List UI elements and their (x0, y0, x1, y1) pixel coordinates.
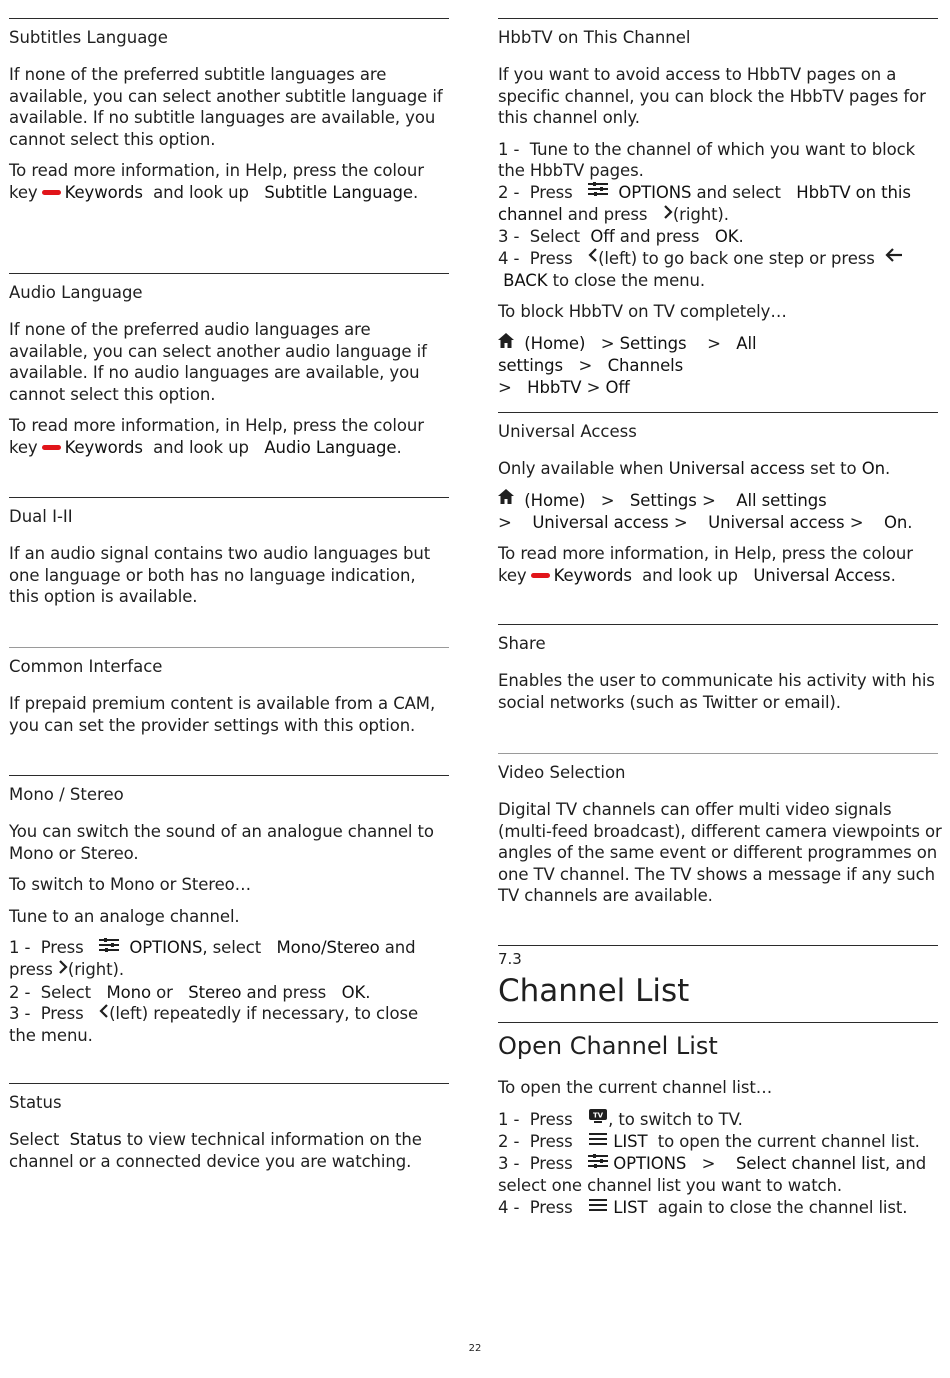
menu-path: (Home) > Settings > All settings > Universal access > Universal access > On. (498, 490, 938, 534)
options-icon (99, 936, 119, 958)
section-share (498, 624, 938, 713)
paragraph: If prepaid premium content is available from a CAM, you can set the provider settings with this option. (9, 694, 436, 735)
section-universal-access (498, 412, 938, 586)
section-title: Audio Language (9, 283, 143, 302)
list-icon (588, 1130, 608, 1152)
options-icon (588, 180, 608, 202)
section-divider (498, 945, 938, 946)
paragraph: If none of the preferred subtitle languages are available, you can select another subtitle language if available. If no subtitle languages are available, you cannot select this option. (9, 65, 443, 149)
step: 1 - Press TV , to switch to TV. 2 - Press LIST to open the current channel list. 3 - Press OPTIONS > Select channel list, and select one channel list you want to watch. 4 - Press LIST again to close the channel list. (498, 1109, 938, 1220)
section-title: Common Interface (9, 657, 163, 676)
paragraph: Tune to an analoge channel. (9, 906, 240, 926)
step: 1 - Press OPTIONS, select Mono/Stereo and press (right). 2 - Select Mono or Stereo and press OK. 3 - Press (left) repeatedly if necessary, to close the menu. (9, 937, 449, 1047)
section-subtitles-language (9, 18, 449, 203)
paragraph: If an audio signal contains two audio languages but one language or both has no language indication, this option is available. (9, 544, 431, 606)
home-icon (498, 488, 514, 510)
section-title: Share (498, 634, 546, 653)
chapter-title: Channel List (498, 973, 690, 1009)
paragraph: Only available when Universal access set to On. (498, 459, 891, 478)
red-key-icon (42, 445, 61, 450)
section-hbbtv (498, 18, 938, 398)
menu-path: (Home) > Settings > All settings > Channels > HbbTV > Off (498, 333, 938, 398)
section-title: HbbTV on This Channel (498, 28, 691, 47)
subsection-title: Open Channel List (498, 1032, 718, 1060)
red-key-icon (42, 190, 61, 195)
back-arrow-icon (885, 246, 903, 268)
paragraph: To read more information, in Help, press the colour key Keywords and look up Audio Language. (9, 416, 424, 457)
step: 1 - Tune to the channel of which you want to block the HbbTV pages. 2 - Press OPTIONS and select HbbTV on this channel and press (right). 3 - Select Off and press OK. 4 - Press (left) to go back one step or press BACK to close the menu. (498, 139, 916, 290)
section-divider (9, 1083, 449, 1084)
section-title: Dual I-II (9, 507, 73, 526)
home-icon (498, 332, 514, 354)
paragraph: If you want to avoid access to HbbTV pages on a specific channel, you can block the HbbTV pages for this channel only. (498, 65, 926, 127)
paragraph: Digital TV channels can offer multi video signals (multi-feed broadcast), different camera viewpoints or angles of the same event or different programmes on one TV channel. The TV shows a message if any such TV channels are available. (498, 800, 942, 905)
paragraph: You can switch the sound of an analogue channel to Mono or Stereo. (9, 822, 434, 863)
section-divider (498, 753, 938, 754)
section-title: Status (9, 1093, 62, 1112)
section-divider (498, 1022, 938, 1023)
section-title: Universal Access (498, 422, 637, 441)
section-common-interface (9, 647, 449, 736)
section-channel-list (498, 945, 938, 1219)
chevron-left-icon (99, 1002, 109, 1024)
section-status (9, 1083, 449, 1172)
paragraph: To switch to Mono or Stereo… (9, 875, 252, 894)
section-divider (9, 775, 449, 776)
chapter-number: 7.3 (498, 950, 522, 968)
section-divider (9, 273, 449, 274)
chevron-right-icon (58, 958, 68, 980)
section-divider (9, 18, 449, 19)
options-icon (588, 1152, 608, 1174)
paragraph: Select Status to view technical information on the channel or a connected device you are watching. (9, 1130, 422, 1171)
chevron-right-icon (663, 203, 673, 225)
section-mono-stereo (9, 775, 449, 1047)
paragraph: To read more information, in Help, press the colour key Keywords and look up Subtitle Language. (9, 161, 424, 202)
section-divider (9, 647, 449, 648)
paragraph: Enables the user to communicate his activity with his social networks (such as Twitter or email). (498, 671, 935, 712)
section-divider (9, 497, 449, 498)
section-video-selection (498, 753, 942, 907)
section-title: Subtitles Language (9, 28, 168, 47)
tv-icon (588, 1107, 608, 1129)
section-title: Mono / Stereo (9, 785, 124, 804)
section-dual (9, 497, 449, 608)
section-audio-language (9, 273, 449, 458)
paragraph: To read more information, in Help, press the colour key Keywords and look up Universal Access. (498, 544, 913, 585)
list-icon (588, 1196, 608, 1218)
svg-text:TV: TV (593, 1111, 604, 1120)
section-title: Video Selection (498, 763, 626, 782)
page-number: 22 (468, 1343, 482, 1354)
paragraph: To open the current channel list… (498, 1078, 773, 1097)
red-key-icon (531, 573, 550, 578)
chevron-left-icon (588, 246, 598, 268)
section-divider (498, 18, 938, 19)
paragraph: To block HbbTV on TV completely… (498, 302, 787, 322)
section-divider (498, 412, 938, 413)
paragraph: If none of the preferred audio languages are available, you can select another audio language if available. If no audio languages are available, you cannot select this option. (9, 320, 427, 404)
section-divider (498, 624, 938, 625)
